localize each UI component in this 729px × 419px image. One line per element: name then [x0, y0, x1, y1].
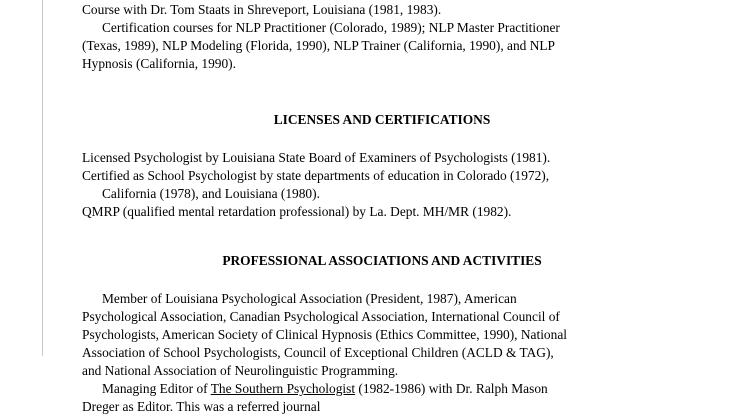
license-line-3: California (1978), and Louisiana (1980). [102, 186, 320, 201]
education-line-3: (Texas, 1989), NLP Modeling (Florida, 1990), NLP Trainer (California, 1990), and NLP [82, 38, 556, 53]
association-line-5: and National Association of Neurolinguistic Programming. [82, 363, 399, 378]
association-line-2: Psychological Association, Canadian Psychological Association, International Council of [82, 309, 560, 324]
journal-title: The Southern Psychologist [210, 381, 356, 396]
association-line-1: Member of Louisiana Psychological Association (President, 1987), American [102, 291, 517, 306]
license-line-1: Licensed Psychologist by Louisiana State Board of Examiners of Psychologists (1981). [82, 150, 551, 165]
licenses-heading: LICENSES AND CERTIFICATIONS [273, 112, 491, 127]
license-line-4: QMRP (qualified mental retardation professional) by La. Dept. MH/MR (1982). [82, 204, 512, 219]
education-line-4: Hypnosis (California, 1990). [82, 56, 236, 71]
page-margin-line [42, 0, 43, 356]
license-line-2: Certified as School Psychologist by state departments of education in Colorado (1972), [82, 168, 550, 183]
education-line-2: Certification courses for NLP Practitioner (Colorado, 1989); NLP Master Practitioner [102, 20, 560, 35]
education-line-1: Course with Dr. Tom Staats in Shreveport, Louisiana (1981, 1983). [82, 2, 442, 17]
editor-suffix: (1982-1986) with Dr. Ralph Mason [355, 381, 548, 396]
editor-line-1 [102, 380, 548, 398]
association-line-3: Psychologists, American Society of Clinical Hypnosis (Ethics Committee, 1990), National [82, 327, 567, 342]
associations-heading: PROFESSIONAL ASSOCIATIONS AND ACTIVITIES [222, 253, 542, 268]
association-line-4: Association of School Psychologists, Council of Exceptional Children (ACLD & TAG), [82, 345, 554, 360]
editor-prefix: Managing Editor of [102, 381, 211, 396]
editor-line-2: Dreger as Editor. This was a referred journal [82, 399, 321, 414]
